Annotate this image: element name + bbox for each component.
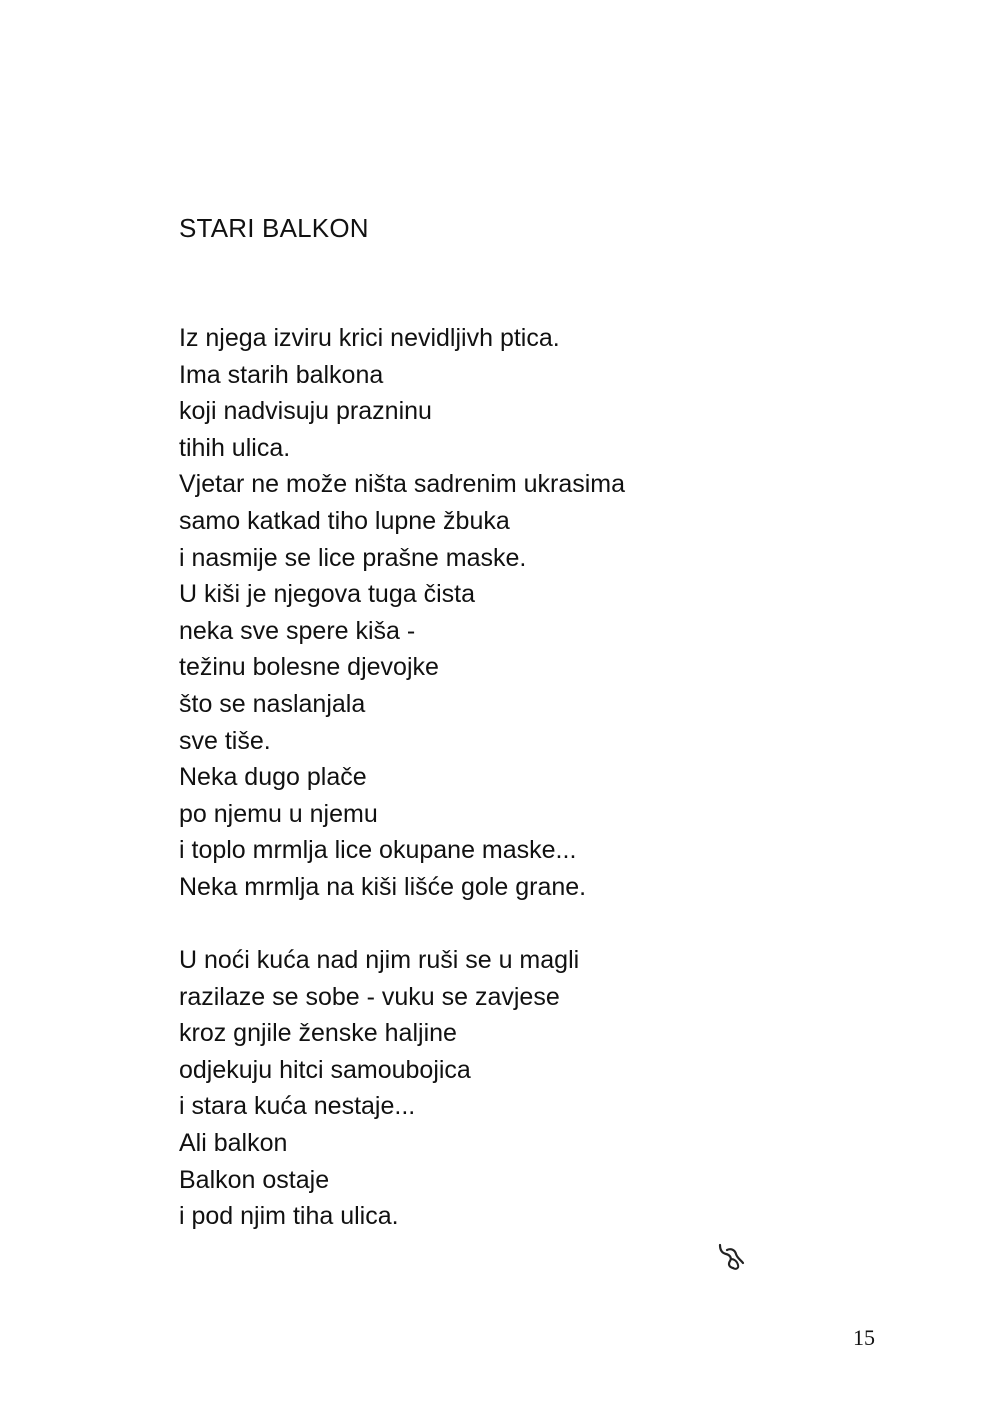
poem-line: Neka dugo plače — [179, 763, 367, 792]
poem-line: Balkon ostaje — [179, 1165, 330, 1194]
poem-line: Iz njega izviru krici nevidljivh ptica. — [179, 324, 560, 352]
poem-line: koji nadvisuju prazninu — [179, 397, 432, 426]
poem-line: razilaze se sobe - vuku se zavjese — [179, 982, 560, 1011]
poem-line: i stara kuća nestaje... — [179, 1092, 416, 1121]
poem-line: i pod njim tiha ulica. — [179, 1202, 399, 1231]
poem-stanza-1 — [179, 320, 625, 906]
poem-line: odjekuju hitci samoubojica — [179, 1055, 471, 1084]
poem-line: težinu bolesne djevojke — [179, 653, 439, 682]
poem-line: sve tiše. — [179, 726, 271, 755]
poem-line: Ali balkon — [179, 1128, 288, 1157]
poem-line: neka sve spere kiša - — [179, 616, 416, 645]
poem-stanza-2 — [179, 942, 579, 1235]
hand-drawn-flourish-icon — [716, 1242, 746, 1272]
poem-line: Neka mrmlja na kiši lišće gole grane. — [179, 872, 587, 901]
poem-line: samo katkad tiho lupne žbuka — [179, 506, 510, 535]
poem-line: i toplo mrmlja lice okupane maske... — [179, 836, 577, 865]
poem-line: i nasmije se lice prašne maske. — [179, 543, 527, 572]
poem-line: U noći kuća nad njim ruši se u magli — [179, 946, 580, 974]
poem-line: kroz gnjile ženske haljine — [179, 1019, 457, 1048]
poem-line: Ima starih balkona — [179, 360, 384, 389]
poem-line: što se naslanjala — [179, 689, 366, 718]
page-number: 15 — [853, 1325, 875, 1350]
poem-line: po njemu u njemu — [179, 799, 378, 828]
poem-line: U kiši je njegova tuga čista — [179, 580, 475, 609]
poem-line: tihih ulica. — [179, 433, 291, 462]
poem-line: Vjetar ne može ništa sadrenim ukrasima — [179, 470, 626, 499]
poem-title: STARI BALKON — [179, 213, 369, 243]
